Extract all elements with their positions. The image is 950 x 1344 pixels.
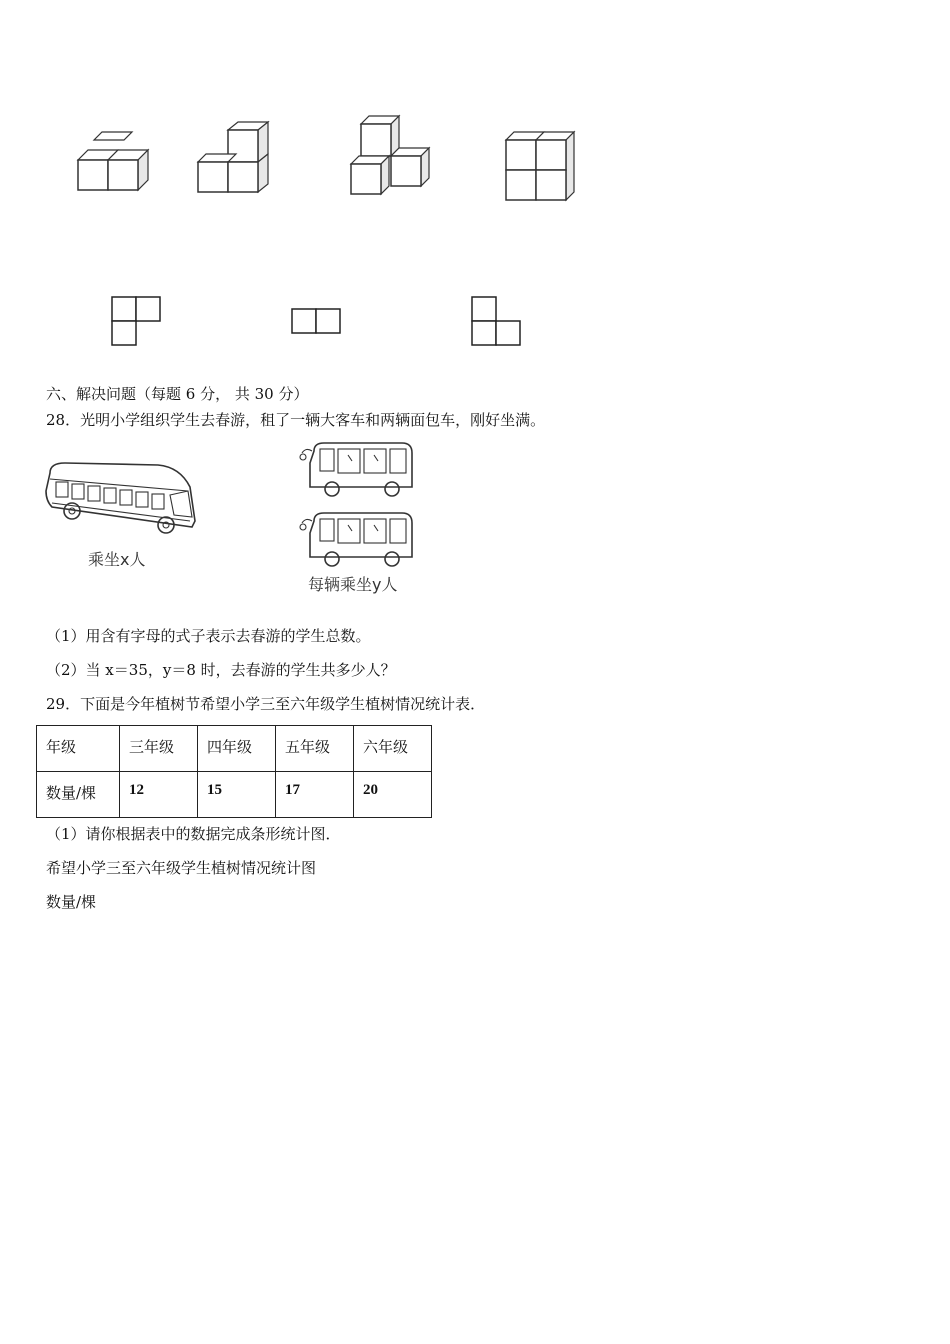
table-header-cell: 三年级	[120, 726, 198, 772]
table-header-row	[37, 726, 432, 772]
table-cell: 17	[276, 772, 354, 818]
chart-title: 希望小学三至六年级学生植树情况统计图	[46, 859, 317, 877]
tree-planting-table	[36, 725, 432, 818]
cube-solid-1	[70, 132, 160, 202]
van-1	[300, 443, 412, 496]
q29-sub1: （1）请你根据表中的数据完成条形统计图．	[46, 825, 341, 843]
table-header-cell: 六年级	[354, 726, 432, 772]
table-row	[37, 772, 432, 818]
table-header-cell: 四年级	[198, 726, 276, 772]
table-row-label: 数量/棵	[37, 772, 120, 818]
bus-body	[46, 463, 195, 533]
table-cell: 20	[354, 772, 432, 818]
van-illustration	[298, 435, 428, 600]
q28-stem: 28．光明小学组织学生去春游，租了一辆大客车和两辆面包车，刚好坐满。	[46, 411, 546, 429]
view-shape-l-top	[110, 295, 166, 349]
van-caption: 每辆乘坐y人	[308, 575, 398, 594]
q28-sub2: （2）当 x＝35，y＝8 时，去春游的学生共多少人？	[46, 661, 396, 679]
chart-ylabel: 数量/棵	[46, 893, 97, 911]
q28-sub1: （1）用含有字母的式子表示去春游的学生总数。	[46, 627, 371, 645]
van-2	[300, 513, 412, 566]
cube-solid-2	[190, 118, 280, 198]
big-bus-illustration	[40, 455, 205, 575]
table-header-cell: 年级	[37, 726, 120, 772]
view-shape-row	[290, 307, 346, 337]
table-cell: 15	[198, 772, 276, 818]
view-shape-l-bottom	[470, 295, 526, 349]
cube-solid-3	[343, 112, 443, 202]
section-heading: 六、解决问题（每题 6 分， 共 30 分）	[46, 385, 309, 403]
cube-solid-4	[498, 124, 588, 208]
q29-stem: 29．下面是今年植树节希望小学三至六年级学生植树情况统计表．	[46, 695, 486, 713]
table-header-cell: 五年级	[276, 726, 354, 772]
bus-caption: 乘坐x人	[88, 550, 146, 569]
table-cell: 12	[120, 772, 198, 818]
